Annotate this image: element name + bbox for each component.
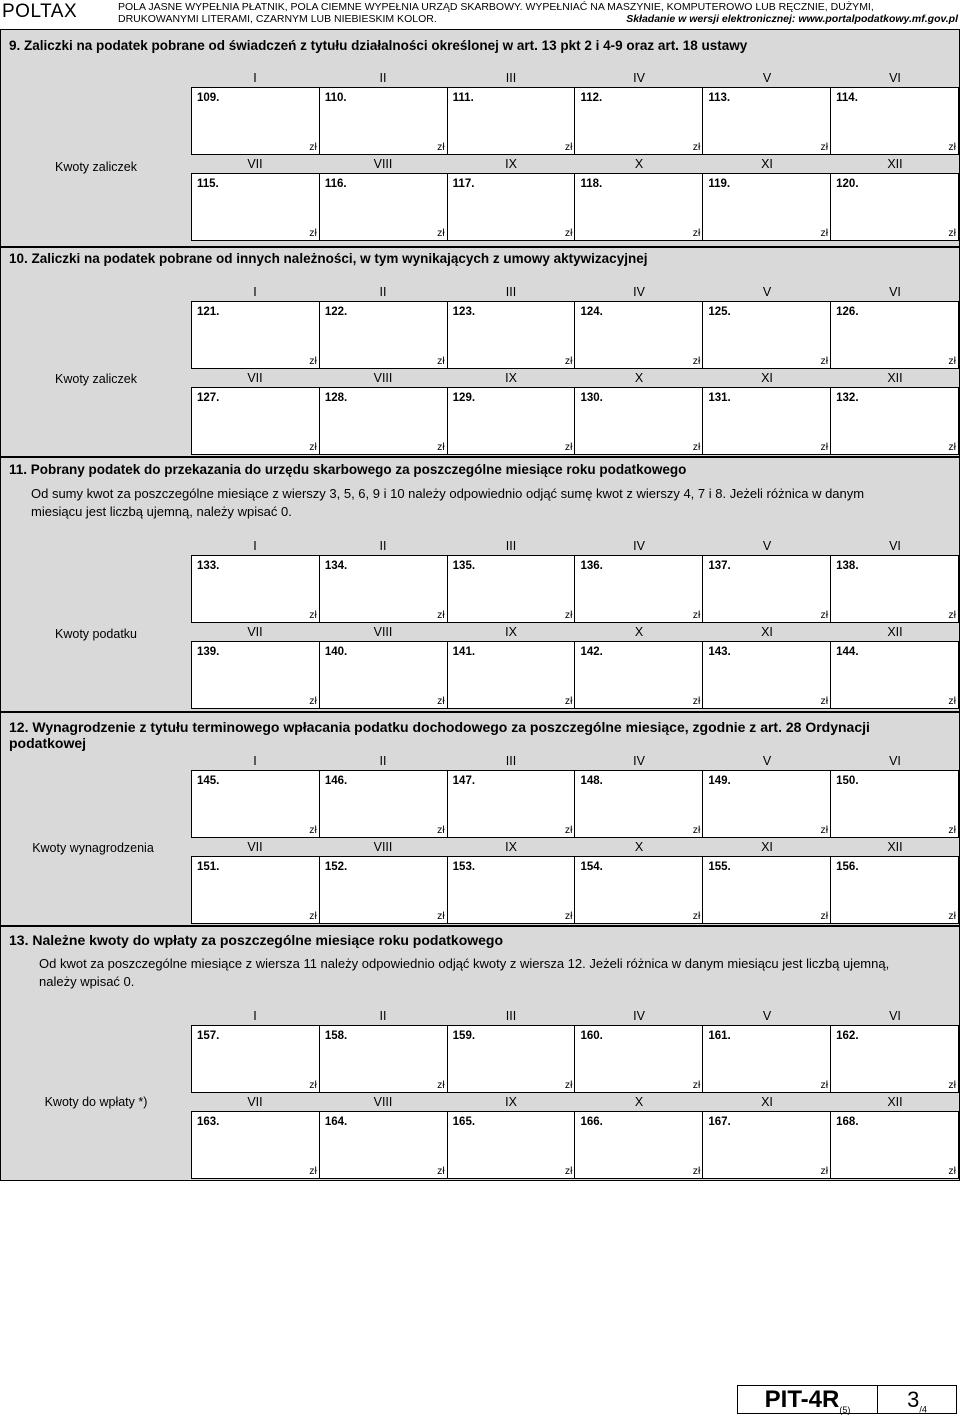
instructions-line-2: DRUKOWANYMI LITERAMI, CZARNYM LUB NIEBIESKIM KOLOR.	[118, 13, 437, 25]
month-label: VI	[889, 71, 901, 85]
currency-label: zł	[564, 824, 573, 836]
amount-input-field[interactable]	[575, 302, 703, 368]
month-label: IX	[505, 1095, 517, 1109]
field-number: 127.	[197, 392, 220, 404]
currency-label: zł	[309, 824, 317, 836]
month-label: X	[634, 625, 644, 639]
month-label: VIII	[373, 625, 393, 639]
field-number: 156.	[836, 861, 859, 873]
month-label: IX	[505, 157, 517, 171]
currency-label: zł	[564, 227, 573, 239]
currency-label: zł	[820, 227, 829, 239]
field-number: 114.	[836, 92, 858, 104]
month-label: XI	[761, 1095, 773, 1109]
month-label: X	[634, 157, 644, 171]
month-label: IV	[633, 71, 645, 85]
amount-input-field[interactable]	[831, 174, 958, 240]
month-label: V	[762, 754, 772, 768]
amount-input-field[interactable]	[320, 642, 448, 708]
currency-label: zł	[692, 227, 701, 239]
field-number: 166.	[580, 1116, 603, 1128]
amount-input-field[interactable]	[831, 771, 958, 837]
amount-input-field[interactable]	[448, 388, 576, 454]
field-number: 148.	[580, 775, 603, 787]
amount-fields-row	[191, 856, 959, 924]
field-number: 157.	[197, 1030, 220, 1042]
month-label: XI	[761, 157, 773, 171]
section-title: 12. Wynagrodzenie z tytułu terminowego wpłacania podatku dochodowego za poszczególne miesiące, zgodnie z art. 28 Ordynacji podatkowej	[9, 719, 870, 751]
month-label: VIII	[373, 1095, 393, 1109]
amount-input-field[interactable]	[703, 174, 831, 240]
amount-input-field[interactable]	[575, 556, 703, 622]
amount-input-field[interactable]	[320, 174, 448, 240]
amount-input-field[interactable]	[703, 556, 831, 622]
currency-label: zł	[948, 1079, 956, 1091]
currency-label: zł	[692, 609, 701, 621]
fill-instructions	[118, 1, 958, 25]
amount-input-field[interactable]	[703, 388, 831, 454]
month-label: VII	[247, 371, 263, 385]
amount-input-field[interactable]	[320, 302, 448, 368]
row-label: Kwoty do wpłaty *)	[44, 1095, 148, 1109]
month-label: X	[634, 840, 644, 854]
month-header-row	[191, 370, 959, 387]
currency-label: zł	[948, 824, 956, 836]
field-number: 116.	[324, 178, 347, 190]
section-description: Od sumy kwot za poszczególne miesiące z wierszy 3, 5, 6, 9 i 10 należy odpowiednio odjąć sumę kwot z wierszy 4, 7 i 8. Jeżeli różnica w danym miesiącu jest liczbą ujemną, należy wpisać 0.	[31, 486, 865, 519]
currency-label: zł	[948, 910, 956, 922]
month-label: XI	[761, 625, 773, 639]
amount-input-field[interactable]	[320, 388, 448, 454]
month-label: IX	[505, 371, 517, 385]
month-label: IX	[505, 625, 517, 639]
amount-input-field[interactable]	[575, 1026, 703, 1092]
currency-label: zł	[692, 141, 701, 153]
month-header-row	[191, 70, 959, 87]
month-label: VI	[889, 539, 901, 553]
currency-label: zł	[309, 227, 317, 239]
currency-label: zł	[820, 1165, 829, 1177]
amount-input-field[interactable]	[575, 771, 703, 837]
month-label: XI	[761, 840, 773, 854]
month-label: XII	[887, 1095, 903, 1109]
field-number: 162.	[836, 1030, 859, 1042]
currency-label: zł	[692, 1165, 701, 1177]
amount-input-field[interactable]	[831, 302, 958, 368]
section-description: Od kwot za poszczególne miesiące z wiersza 11 należy odpowiednio odjąć kwoty z wiersza 12. Jeżeli różnica w danym miesiącu jest liczbą ujemną, należy wpisać 0.	[39, 956, 890, 989]
row-label: Kwoty podatku	[55, 627, 137, 641]
row-label: Kwoty wynagrodzenia	[32, 841, 154, 855]
amount-input-field[interactable]	[192, 88, 320, 154]
month-label: I	[253, 285, 257, 299]
currency-label: zł	[948, 441, 956, 453]
field-number: 165.	[452, 1116, 476, 1128]
amount-input-field[interactable]	[192, 857, 320, 923]
currency-label: zł	[564, 355, 573, 367]
currency-label: zł	[564, 910, 573, 922]
month-label: XII	[887, 840, 903, 854]
currency-label: zł	[820, 441, 829, 453]
field-number: 155.	[708, 861, 731, 873]
month-label: IV	[633, 1009, 645, 1023]
currency-label: zł	[437, 824, 445, 836]
currency-label: zł	[309, 695, 317, 707]
currency-label: zł	[564, 1079, 573, 1091]
field-number: 142.	[580, 646, 603, 658]
amount-input-field[interactable]	[192, 771, 320, 837]
page-number: $3_{/4}$	[907, 1387, 927, 1415]
amount-input-field[interactable]	[575, 88, 703, 154]
currency-label: zł	[564, 695, 573, 707]
month-label: IV	[633, 539, 645, 553]
field-number: 121.	[197, 306, 220, 318]
amount-fields-row	[191, 1025, 959, 1093]
month-header-row	[191, 284, 959, 301]
field-number: 138.	[836, 560, 859, 572]
field-number: 132.	[836, 392, 859, 404]
month-header-row	[191, 538, 959, 555]
section-12	[0, 712, 960, 926]
amount-input-field[interactable]	[831, 1026, 958, 1092]
month-label: IV	[633, 754, 645, 768]
month-label: I	[253, 1009, 257, 1023]
amount-input-field[interactable]	[320, 556, 448, 622]
field-number: 130.	[580, 392, 603, 404]
currency-label: zł	[564, 441, 573, 453]
field-number: 154.	[580, 861, 603, 873]
amount-input-field[interactable]	[448, 1112, 576, 1178]
month-label: VI	[889, 285, 901, 299]
currency-label: zł	[437, 910, 445, 922]
field-number: 168.	[836, 1116, 859, 1128]
month-label: II	[379, 71, 387, 85]
amount-input-field[interactable]	[703, 302, 831, 368]
currency-label: zł	[692, 441, 701, 453]
field-number: 136.	[580, 560, 603, 572]
field-number: 137.	[708, 560, 731, 572]
currency-label: zł	[437, 227, 445, 239]
month-label: XI	[761, 371, 773, 385]
currency-label: zł	[309, 609, 317, 621]
amount-fields-row	[191, 641, 959, 709]
amount-input-field[interactable]	[703, 1026, 831, 1092]
currency-label: zł	[309, 355, 317, 367]
field-number: 139.	[197, 646, 220, 658]
currency-label: zł	[820, 910, 829, 922]
section-title: 9. Zaliczki na podatek pobrane od świadczeń z tytułu działalności określonej w art. 13 pkt 2 i 4-9 oraz art. 18 ustawy	[9, 38, 748, 53]
month-label: VII	[247, 625, 263, 639]
month-label: I	[253, 539, 257, 553]
form-footer	[737, 1385, 957, 1414]
poltax-logo: POLTAX	[2, 1, 78, 22]
field-number: 160.	[580, 1030, 603, 1042]
section-13	[0, 926, 960, 1181]
amount-fields-row	[191, 1111, 959, 1179]
amount-input-field[interactable]	[448, 174, 576, 240]
currency-label: zł	[948, 609, 956, 621]
currency-label: zł	[948, 355, 956, 367]
month-label: VI	[889, 1009, 901, 1023]
field-number: 118.	[580, 178, 603, 190]
amount-fields-row	[191, 301, 959, 369]
amount-input-field[interactable]	[192, 642, 320, 708]
month-label: XII	[887, 371, 903, 385]
month-header-row	[191, 1094, 959, 1111]
currency-label: zł	[692, 824, 701, 836]
amount-input-field[interactable]	[703, 88, 831, 154]
currency-label: zł	[309, 441, 317, 453]
field-number: 153.	[452, 861, 476, 873]
amount-input-field[interactable]	[703, 771, 831, 837]
section-title: 13. Należne kwoty do wpłaty za poszczególne miesiące roku podatkowego	[9, 932, 504, 948]
month-header-row	[191, 624, 959, 641]
field-number: 135.	[452, 560, 476, 572]
currency-label: zł	[948, 1165, 956, 1177]
currency-label: zł	[437, 1165, 445, 1177]
field-number: 140.	[324, 646, 348, 658]
month-header-row	[191, 1008, 959, 1025]
currency-label: zł	[564, 609, 573, 621]
section-9	[0, 29, 960, 247]
currency-label: zł	[437, 695, 445, 707]
section-title: 10. Zaliczki na podatek pobrane od innych należności, w tym wynikających z umowy aktywizacyjnej	[9, 251, 648, 266]
row-label: Kwoty zaliczek	[55, 372, 137, 386]
currency-label: zł	[948, 141, 956, 153]
month-label: II	[379, 285, 387, 299]
instructions-line-1: POLA JASNE WYPEŁNIA PŁATNIK, POLA CIEMNE WYPEŁNIA URZĄD SKARBOWY. WYPEŁNIAĆ NA MASZYNIE, KOMPUTEROWO LUB RĘCZNIE, DUŻYMI,	[118, 1, 874, 13]
month-label: I	[253, 754, 257, 768]
field-number: 111.	[452, 92, 474, 104]
currency-label: zł	[437, 1079, 445, 1091]
field-number: 125.	[708, 306, 731, 318]
field-number: 128.	[324, 392, 348, 404]
month-label: II	[379, 754, 387, 768]
field-number: 150.	[836, 775, 859, 787]
field-number: 158.	[324, 1030, 348, 1042]
amount-input-field[interactable]	[575, 1112, 703, 1178]
field-number: 133.	[197, 560, 220, 572]
form-name: PIT-$4R_{(5)}$	[738, 1386, 878, 1413]
amount-input-field[interactable]	[703, 1112, 831, 1178]
month-label: X	[634, 371, 644, 385]
month-header-row	[191, 839, 959, 856]
amount-input-field[interactable]	[448, 1026, 576, 1092]
month-label: IV	[633, 285, 645, 299]
field-number: 113.	[708, 92, 731, 104]
electronic-submission-note: Składanie w wersji elektronicznej: www.portalpodatkowy.mf.gov.pl	[626, 13, 958, 25]
amount-input-field[interactable]	[448, 857, 576, 923]
field-number: 167.	[708, 1116, 731, 1128]
field-number: 141.	[452, 646, 476, 658]
field-number: 129.	[452, 392, 476, 404]
amount-input-field[interactable]	[448, 556, 576, 622]
field-number: 161.	[708, 1030, 731, 1042]
currency-label: zł	[820, 824, 829, 836]
amount-input-field[interactable]	[448, 302, 576, 368]
currency-label: zł	[692, 355, 701, 367]
section-11	[0, 457, 960, 712]
amount-input-field[interactable]	[448, 771, 576, 837]
amount-input-field[interactable]	[192, 302, 320, 368]
currency-label: zł	[309, 141, 317, 153]
month-label: VII	[247, 1095, 263, 1109]
month-label: III	[505, 754, 517, 768]
currency-label: zł	[948, 695, 956, 707]
month-label: II	[379, 539, 387, 553]
field-number: 124.	[580, 306, 603, 318]
row-label: Kwoty zaliczek	[55, 160, 137, 174]
field-number: 164.	[324, 1116, 348, 1128]
field-number: 144.	[836, 646, 859, 658]
currency-label: zł	[820, 355, 829, 367]
currency-label: zł	[309, 1079, 317, 1091]
section-10	[0, 247, 960, 457]
amount-input-field[interactable]	[448, 642, 576, 708]
currency-label: zł	[820, 141, 829, 153]
amount-fields-row	[191, 173, 959, 241]
amount-fields-row	[191, 555, 959, 623]
currency-label: zł	[437, 355, 445, 367]
field-number: 123.	[452, 306, 476, 318]
amount-input-field[interactable]	[831, 556, 958, 622]
field-number: 120.	[836, 178, 859, 190]
section-title: 11. Pobrany podatek do przekazania do urzędu skarbowego za poszczególne miesiące roku podatkowego	[9, 462, 687, 477]
page-header	[0, 0, 960, 27]
month-label: III	[505, 1009, 517, 1023]
month-label: III	[505, 285, 517, 299]
month-label: V	[762, 539, 772, 553]
currency-label: zł	[948, 227, 956, 239]
month-label: XII	[887, 625, 903, 639]
field-number: 145.	[197, 775, 220, 787]
amount-input-field[interactable]	[575, 174, 703, 240]
field-number: 146.	[324, 775, 348, 787]
amount-input-field[interactable]	[575, 857, 703, 923]
month-label: V	[762, 71, 772, 85]
amount-input-field[interactable]	[320, 88, 448, 154]
field-number: 112.	[580, 92, 603, 104]
field-number: 147.	[452, 775, 476, 787]
field-number: 126.	[836, 306, 859, 318]
field-number: 151.	[197, 861, 220, 873]
month-label: II	[379, 1009, 387, 1023]
field-number: 143.	[708, 646, 731, 658]
amount-input-field[interactable]	[703, 642, 831, 708]
currency-label: zł	[820, 609, 829, 621]
currency-label: zł	[437, 609, 445, 621]
amount-input-field[interactable]	[320, 1026, 448, 1092]
field-number: 152.	[324, 861, 348, 873]
amount-input-field[interactable]	[575, 388, 703, 454]
month-label: V	[762, 285, 772, 299]
amount-input-field[interactable]	[192, 388, 320, 454]
currency-label: zł	[564, 141, 573, 153]
currency-label: zł	[309, 1165, 317, 1177]
currency-label: zł	[820, 695, 829, 707]
field-number: 159.	[452, 1030, 476, 1042]
month-label: VII	[247, 157, 263, 171]
amount-input-field[interactable]	[448, 88, 576, 154]
currency-label: zł	[437, 441, 445, 453]
month-label: III	[505, 71, 517, 85]
month-header-row	[191, 156, 959, 173]
field-number: 149.	[708, 775, 731, 787]
currency-label: zł	[692, 695, 701, 707]
currency-label: zł	[820, 1079, 829, 1091]
month-label: V	[762, 1009, 772, 1023]
field-number: 119.	[708, 178, 731, 190]
currency-label: zł	[692, 910, 701, 922]
amount-input-field[interactable]	[320, 771, 448, 837]
currency-label: zł	[309, 910, 317, 922]
amount-input-field[interactable]	[320, 1112, 448, 1178]
amount-input-field[interactable]	[831, 857, 958, 923]
currency-label: zł	[437, 141, 445, 153]
amount-input-field[interactable]	[831, 642, 958, 708]
amount-input-field[interactable]	[703, 857, 831, 923]
currency-label: zł	[564, 1165, 573, 1177]
field-number: 131.	[708, 392, 731, 404]
month-label: VIII	[373, 371, 393, 385]
currency-label: zł	[692, 1079, 701, 1091]
month-label: I	[253, 71, 257, 85]
field-number: 109.	[197, 92, 220, 104]
amount-fields-row	[191, 87, 959, 155]
amount-input-field[interactable]	[192, 1026, 320, 1092]
month-label: III	[505, 539, 517, 553]
amount-input-field[interactable]	[831, 388, 958, 454]
amount-input-field[interactable]	[192, 1112, 320, 1178]
month-header-row	[191, 753, 959, 770]
field-number: 134.	[324, 560, 348, 572]
amount-fields-row	[191, 770, 959, 838]
month-label: X	[634, 1095, 644, 1109]
month-label: IX	[505, 840, 517, 854]
month-label: VII	[247, 840, 263, 854]
field-number: 115.	[197, 178, 219, 190]
amount-input-field[interactable]	[831, 88, 958, 154]
field-number: 122.	[324, 306, 348, 318]
field-number: 163.	[197, 1116, 220, 1128]
amount-input-field[interactable]	[320, 857, 448, 923]
month-label: VIII	[373, 840, 393, 854]
field-number: 110.	[324, 92, 347, 104]
month-label: VIII	[373, 157, 393, 171]
field-number: 117.	[452, 178, 475, 190]
month-label: XII	[887, 157, 903, 171]
amount-input-field[interactable]	[192, 556, 320, 622]
month-label: VI	[889, 754, 901, 768]
amount-input-field[interactable]	[575, 642, 703, 708]
amount-input-field[interactable]	[831, 1112, 958, 1178]
amount-input-field[interactable]	[192, 174, 320, 240]
amount-fields-row	[191, 387, 959, 455]
